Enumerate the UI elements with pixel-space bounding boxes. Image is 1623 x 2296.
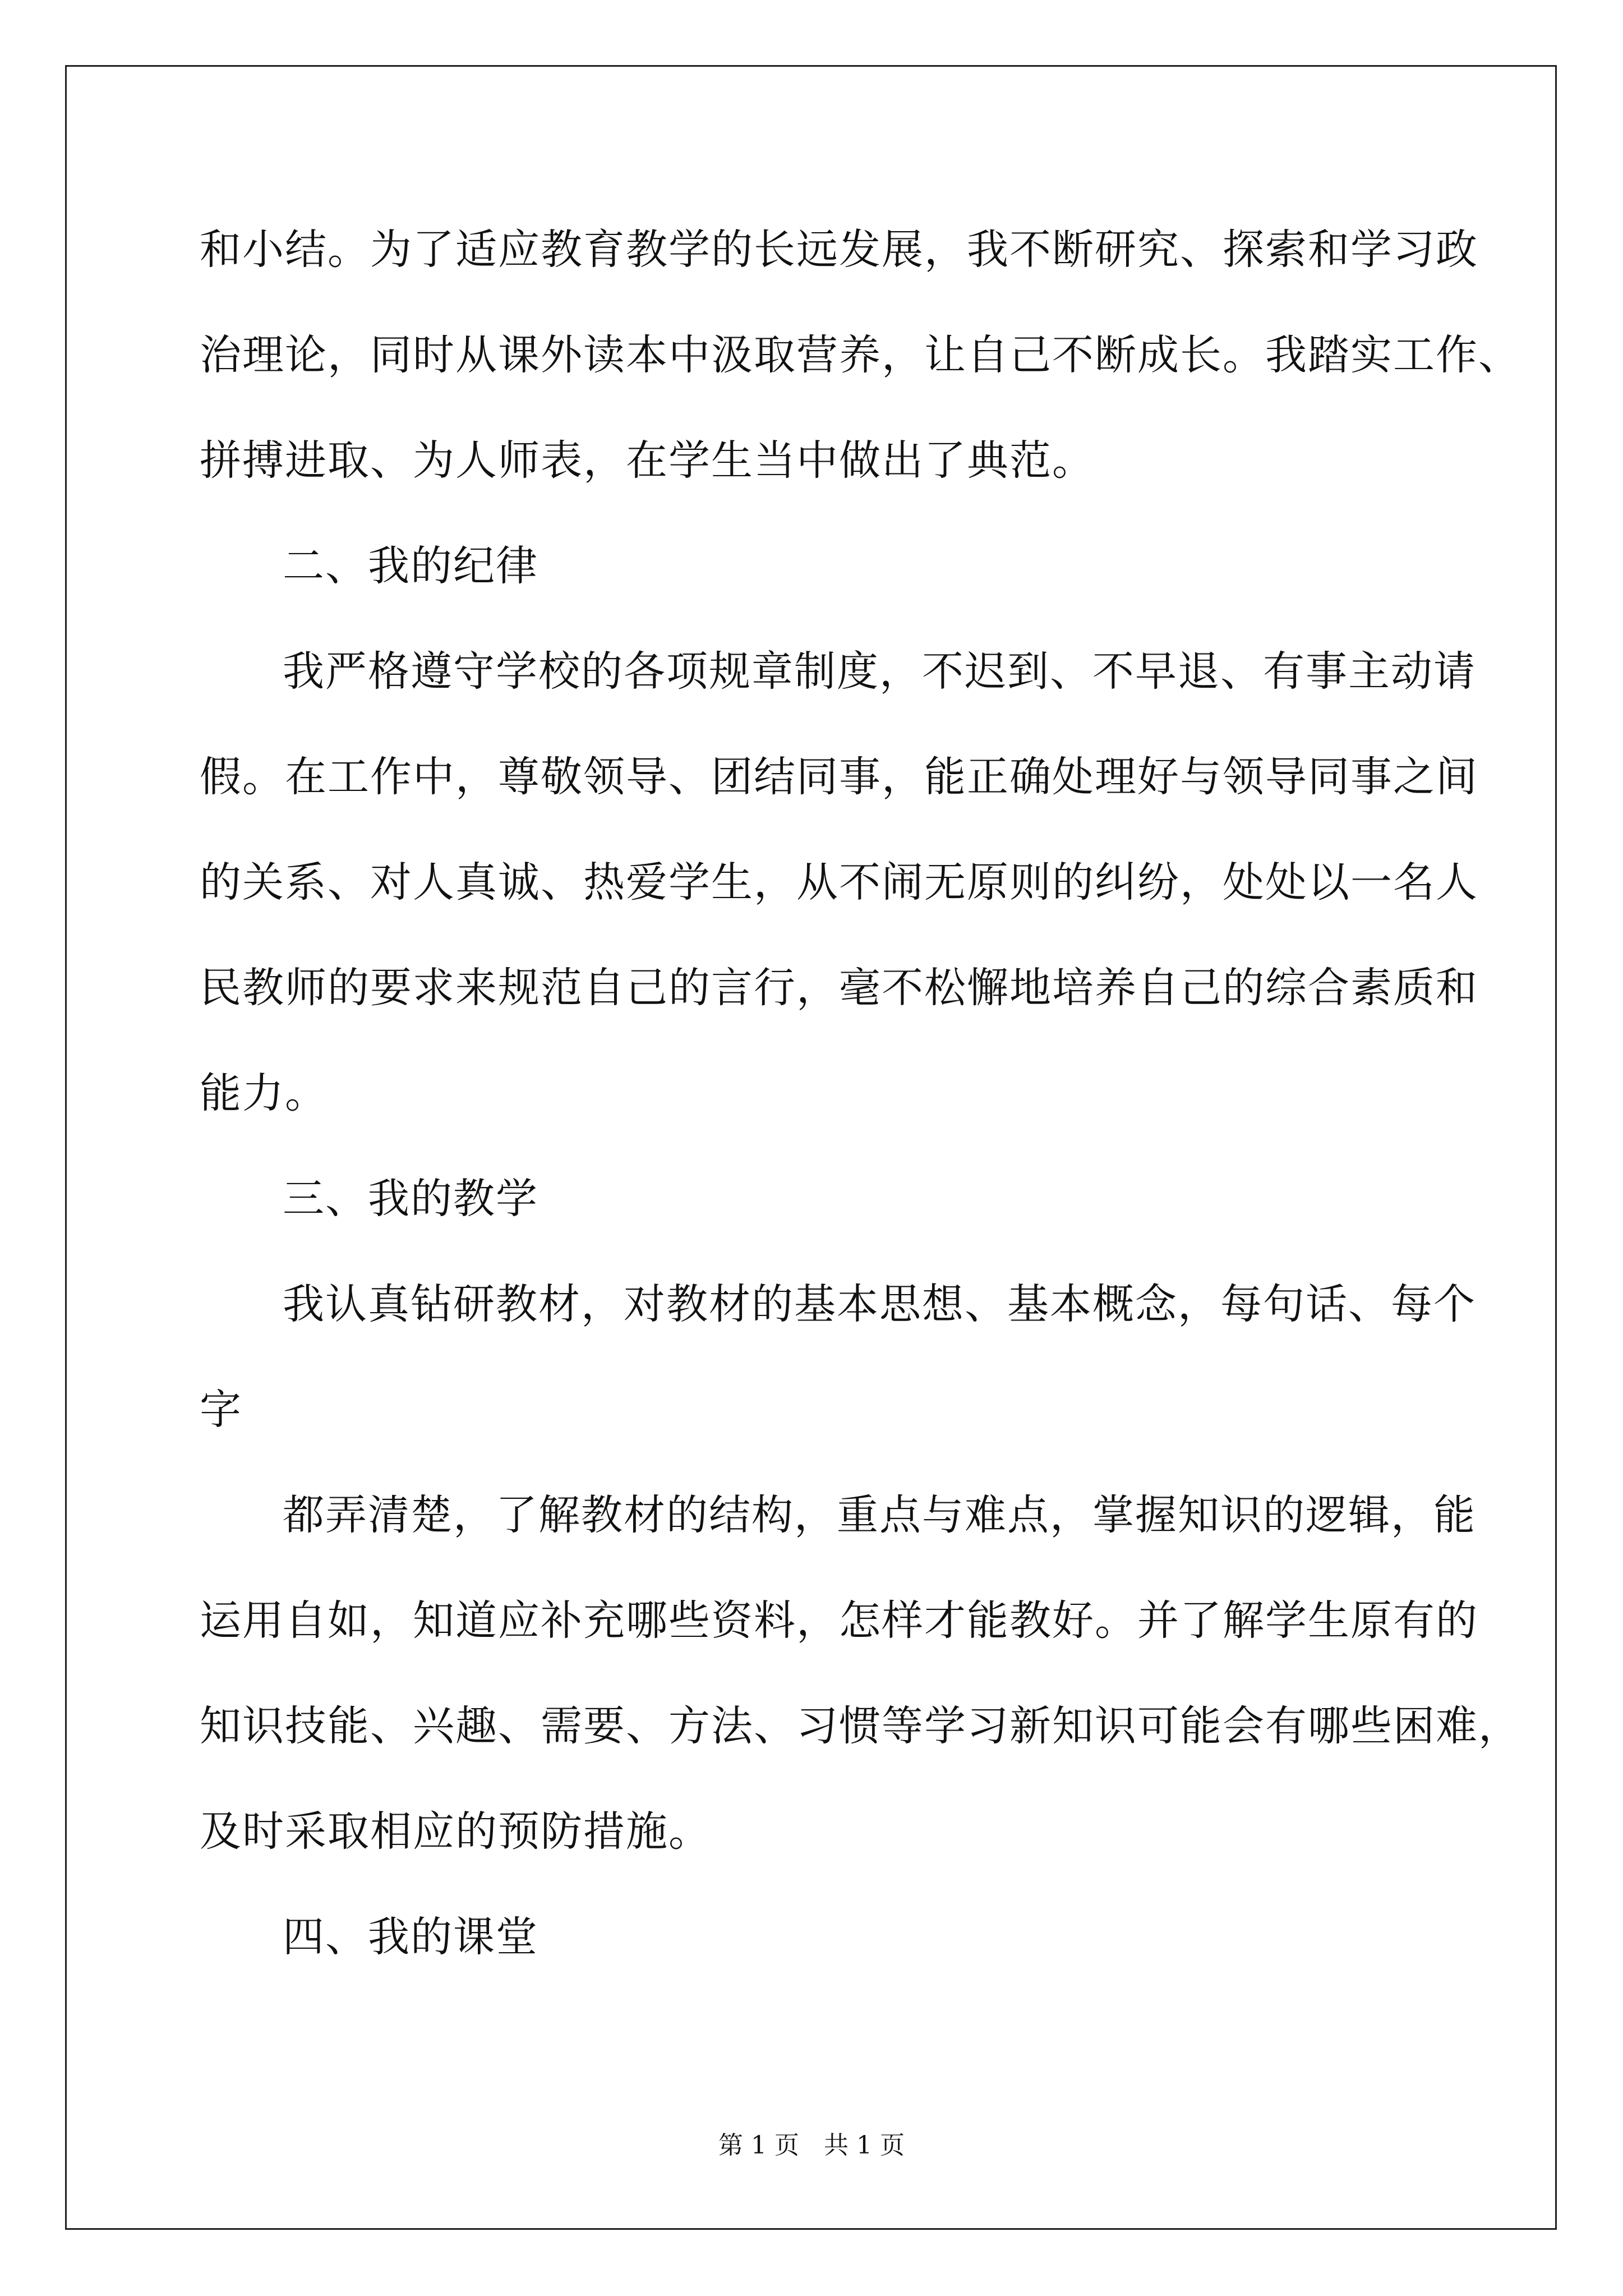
body-line: 能力。	[200, 1069, 328, 1117]
section-heading-classroom: 四、我的课堂	[283, 1913, 538, 1961]
body-line: 我严格遵守学校的各项规章制度，不迟到、不早退、有事主动请	[283, 647, 1476, 696]
body-line: 我认真钻研教材，对教材的基本思想、基本概念，每句话、每个	[283, 1280, 1476, 1328]
page-number: 第 1 页 共 1 页	[718, 2131, 905, 2160]
body-line: 假。在工作中，尊敬领导、团结同事，能正确处理好与领导同事之间	[200, 753, 1478, 801]
body-line: 民教师的要求来规范自己的言行，毫不松懈地培养自己的综合素质和	[200, 964, 1478, 1012]
body-line: 治理论，同时从课外读本中汲取营养，让自己不断成长。我踏实工作、	[200, 331, 1521, 379]
body-line: 都弄清楚，了解教材的结构，重点与难点，掌握知识的逻辑，能	[283, 1491, 1476, 1539]
body-line: 及时采取相应的预防措施。	[200, 1807, 711, 1856]
body-line: 字	[200, 1386, 242, 1434]
section-heading-teaching: 三、我的教学	[283, 1175, 538, 1223]
section-heading-discipline: 二、我的纪律	[283, 542, 538, 590]
body-line: 运用自如，知道应补充哪些资料，怎样才能教好。并了解学生原有的	[200, 1596, 1478, 1645]
body-line: 拼搏进取、为人师表，在学生当中做出了典范。	[200, 436, 1095, 485]
body-line: 知识技能、兴趣、需要、方法、习惯等学习新知识可能会有哪些困难，	[200, 1702, 1521, 1750]
body-line: 和小结。为了适应教育教学的长远发展，我不断研究、探索和学习政	[200, 226, 1478, 274]
body-line: 的关系、对人真诚、热爱学生，从不闹无原则的纠纷，处处以一名人	[200, 858, 1478, 907]
page-border	[65, 65, 1557, 2230]
